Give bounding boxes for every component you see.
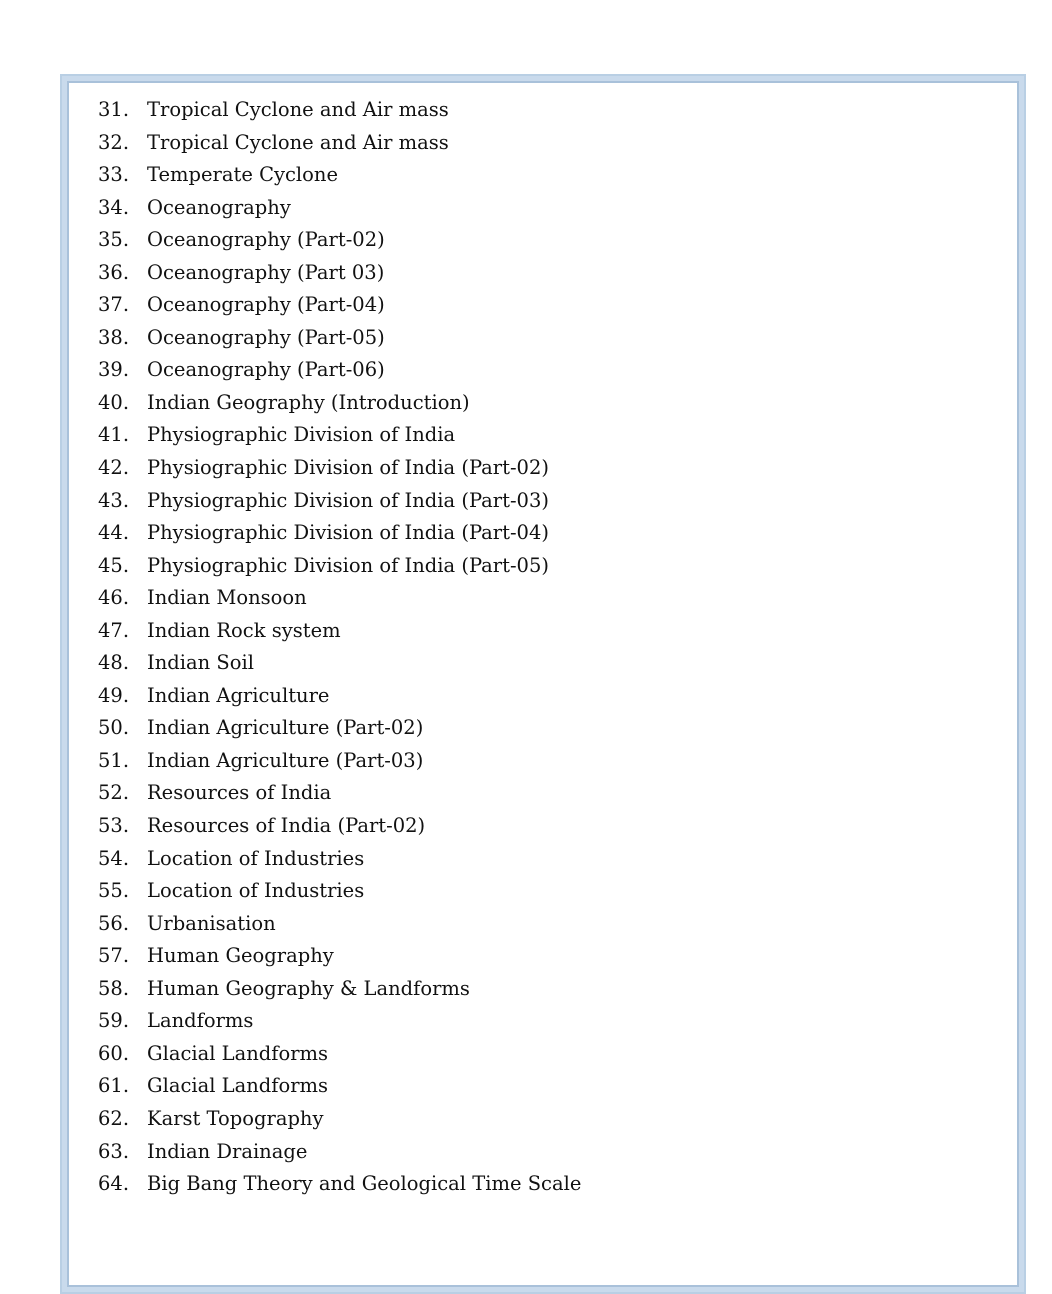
list-item-title: Location of Industries: [147, 846, 365, 870]
list-item-number: 43.: [98, 488, 130, 512]
list-item-number: 38.: [98, 325, 130, 349]
list-item-title: Indian Agriculture: [147, 683, 330, 707]
list-item-title: Tropical Cyclone and Air mass: [147, 98, 449, 121]
list-item-title: Oceanography (Part-04): [147, 293, 385, 317]
list-item-number: 31.: [98, 98, 130, 121]
list-item-title: Indian Soil: [147, 651, 254, 675]
list-item-title: Physiographic Division of India (Part-04): [147, 521, 549, 545]
list-item-title: Indian Geography (Introduction): [147, 390, 470, 414]
list-item-title: Glacial Landforms: [147, 1074, 329, 1098]
list-item-number: 48.: [98, 651, 130, 675]
list-item-title: Resources of India (Part-02): [147, 814, 426, 838]
list-item-number: 47.: [98, 618, 130, 642]
list-item-number: 61.: [98, 1074, 130, 1098]
list-item-number: 35.: [98, 228, 130, 252]
list-item-title: Indian Rock system: [147, 618, 341, 642]
list-item-number: 59.: [98, 1009, 130, 1033]
list-item-number: 57.: [98, 944, 130, 968]
list-item-title: Physiographic Division of India: [147, 423, 456, 447]
list-item-number: 45.: [98, 553, 130, 577]
list-item-title: Oceanography (Part-06): [147, 358, 385, 382]
list-item-number: 37.: [98, 293, 130, 317]
list-item-number: 53.: [98, 814, 130, 838]
list-item-number: 40.: [98, 390, 130, 414]
list-item-number: 52.: [98, 781, 130, 805]
list-item-number: 54.: [98, 846, 130, 870]
list-item-number: 44.: [98, 521, 130, 545]
list-item-title: Physiographic Division of India (Part-03): [147, 488, 549, 512]
list-item-title: Glacial Landforms: [147, 1041, 329, 1065]
list-item-number: 33.: [98, 163, 130, 187]
list-item-title: Location of Industries: [147, 879, 365, 903]
list-item-title: Indian Monsoon: [147, 586, 307, 610]
list-item-title: Indian Agriculture (Part-02): [147, 716, 424, 740]
list-item-number: 49.: [98, 683, 130, 707]
list-item-title: Tropical Cyclone and Air mass: [147, 130, 449, 154]
list-item-title: Resources of India: [147, 781, 332, 805]
list-item-number: 42.: [98, 456, 130, 480]
list-item-number: 55.: [98, 879, 130, 903]
list-item-number: 64.: [98, 1172, 130, 1196]
list-item-number: 58.: [98, 976, 130, 1000]
list-item-title: Human Geography: [147, 944, 334, 968]
list-item-number: 60.: [98, 1041, 130, 1065]
list-item-number: 34.: [98, 195, 130, 219]
list-item-title: Indian Drainage: [147, 1139, 308, 1163]
list-item-title: Oceanography (Part-02): [147, 228, 385, 252]
list-item-number: 41.: [98, 423, 130, 447]
list-item-number: 36.: [98, 260, 130, 284]
list-item-title: Indian Agriculture (Part-03): [147, 748, 424, 772]
list-item-number: 39.: [98, 358, 130, 382]
list-item-number: 46.: [98, 586, 130, 610]
list-item-number: 63.: [98, 1139, 130, 1163]
list-item-number: 32.: [98, 130, 130, 154]
list-item-number: 56.: [98, 911, 130, 935]
list-item-title: Landforms: [147, 1009, 254, 1033]
list-item-title: Oceanography (Part-05): [147, 325, 385, 349]
list-item-title: Physiographic Division of India (Part-02): [147, 456, 549, 480]
list-item-title: Temperate Cyclone: [147, 163, 339, 187]
list-item-title: Physiographic Division of India (Part-05): [147, 553, 549, 577]
list-item-number: 62.: [98, 1106, 130, 1130]
list-item-title: Big Bang Theory and Geological Time Scale: [147, 1172, 582, 1196]
list-item-title: Oceanography (Part 03): [147, 260, 385, 284]
list-item-title: Urbanisation: [147, 911, 276, 935]
list-item-number: 51.: [98, 748, 130, 772]
list-item-title: Karst Topography: [147, 1106, 324, 1130]
list-item-number: 50.: [98, 716, 130, 740]
list-item-title: Human Geography & Landforms: [147, 976, 470, 1000]
list-item-title: Oceanography: [147, 195, 291, 219]
